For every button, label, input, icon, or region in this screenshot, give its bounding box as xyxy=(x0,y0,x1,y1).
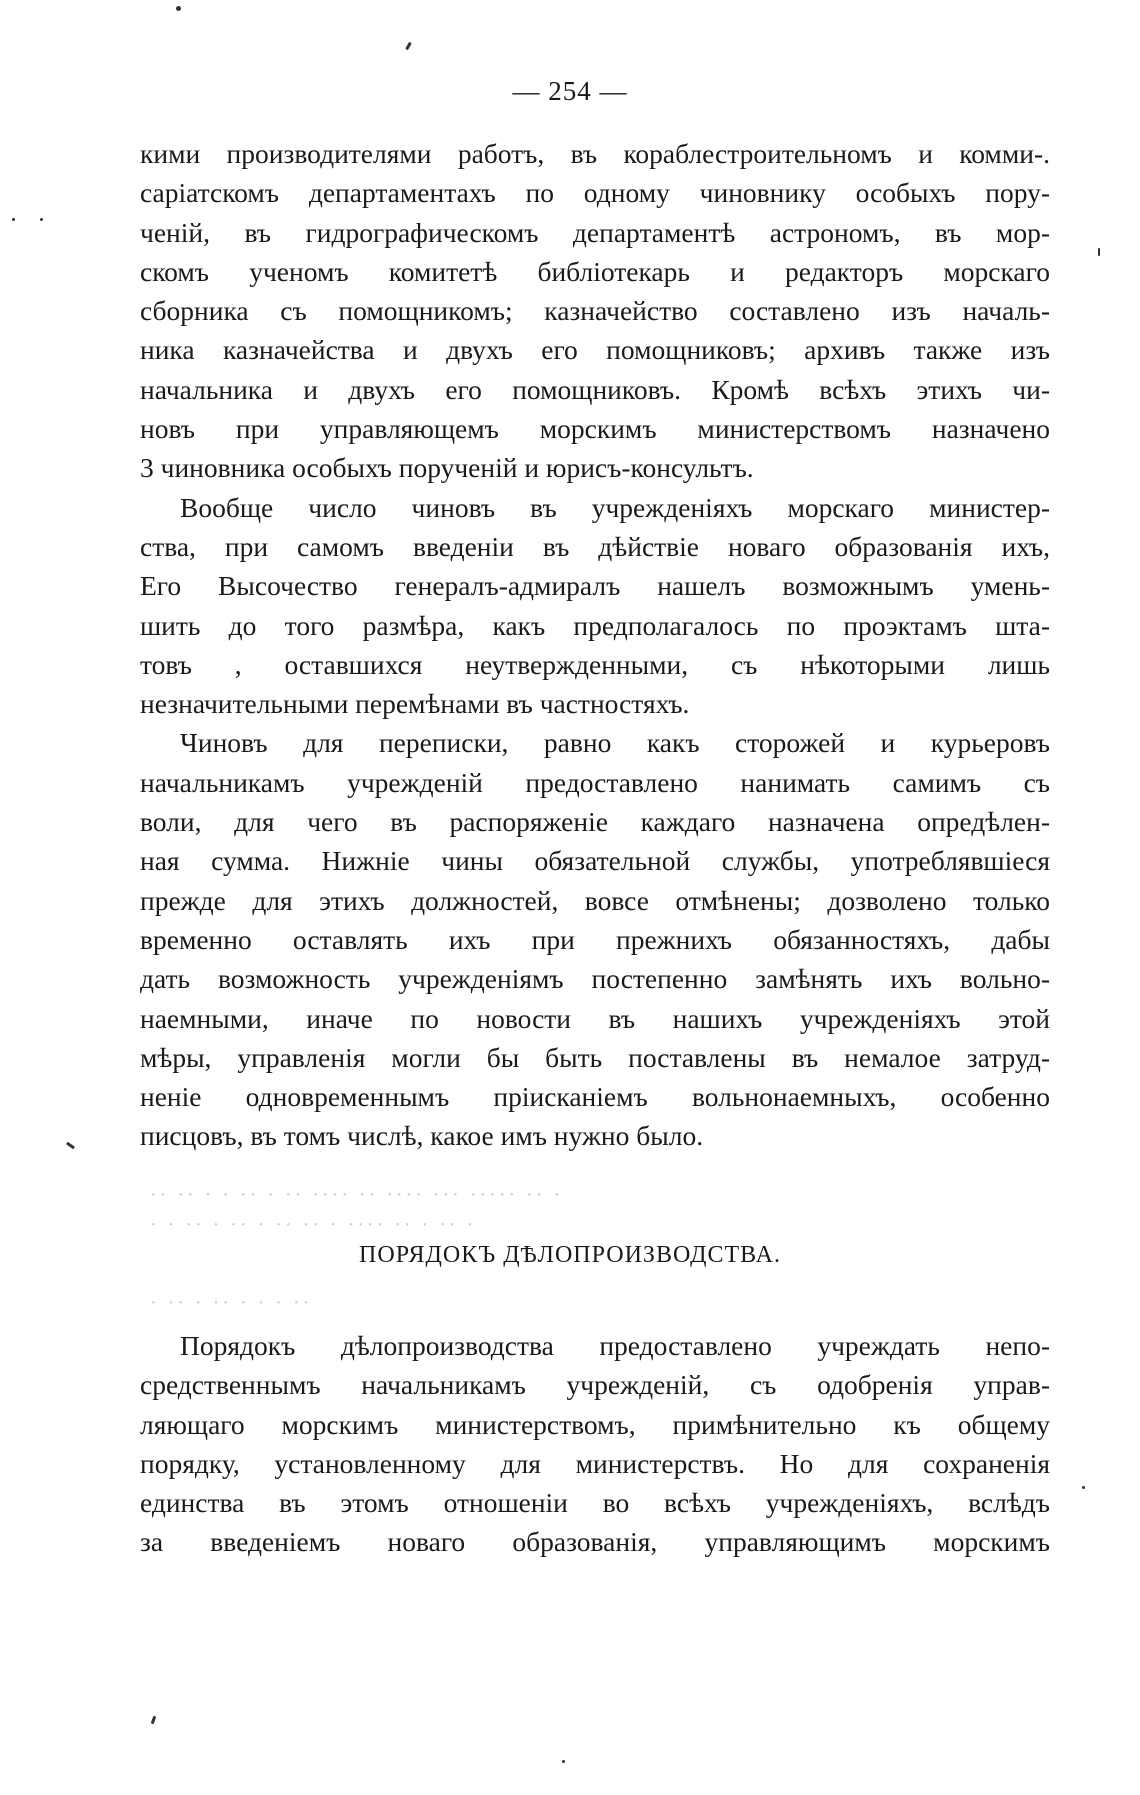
text-line: незначительными перемѣнами въ частностяхъ. xyxy=(140,688,690,720)
text-line: ства, при самомъ введеніи въ дѣйствіе новаго образованія ихъ, xyxy=(140,530,1050,562)
text-line: саріатскомъ департаментахъ по одному чиновнику особыхъ пору- xyxy=(140,177,1050,209)
text-line: начальникамъ учрежденій предоставлено нанимать самимъ съ xyxy=(140,766,1050,798)
text-line: Вообще число чиновъ въ учрежденіяхъ морскаго министер- xyxy=(180,491,1050,523)
paragraph-3 xyxy=(140,723,1050,1155)
text-line: единства въ этомъ отношеніи во всѣхъ учрежденіяхъ, вслѣдъ xyxy=(140,1487,1050,1519)
text-line: за введеніемъ новаго образованія, управляющимъ морскимъ xyxy=(140,1526,1050,1558)
text-line: начальника и двухъ его помощниковъ. Кромѣ всѣхъ этихъ чи- xyxy=(140,373,1050,405)
text-line: мѣры, управленія могли бы быть поставлены въ немалое затруд- xyxy=(140,1041,1050,1073)
show-through-noise: · ·· · ·· · · · ·· xyxy=(150,1292,313,1314)
speck xyxy=(1098,248,1100,256)
text-line: порядку, установленному для министерствъ. Но для сохраненія xyxy=(140,1447,1050,1479)
text-line: сборника съ помощникомъ; казначейство составлено изъ началь- xyxy=(140,295,1050,327)
speck xyxy=(176,6,181,11)
text-line: дать возможность учрежденіямъ постепенно замѣнять ихъ вольно- xyxy=(140,963,1050,995)
speck xyxy=(405,42,412,50)
text-line: шить до того размѣра, какъ предполагалось по проэктамъ шта- xyxy=(140,609,1050,641)
text-line: Порядокъ дѣлопроизводства предоставлено учреждать непо- xyxy=(180,1330,1050,1361)
text-line: скомъ ученомъ комитетѣ библіотекарь и редакторъ морскаго xyxy=(140,255,1050,287)
speck xyxy=(40,218,43,221)
speck xyxy=(562,1760,565,1763)
text-line: 3 чиновника особыхъ порученій и юрисъ-консультъ. xyxy=(140,452,754,484)
page-number: — 254 — xyxy=(512,76,628,106)
speck xyxy=(1082,1486,1085,1489)
text-line: товъ , оставшихся неутвержденными, съ нѣкоторыми лишь xyxy=(140,648,1050,680)
section-heading: ПОРЯДОКЪ ДѢЛОПРОИЗВОДСТВА. xyxy=(359,1242,781,1268)
text-line: ная сумма. Нижніе чины обязательной службы, употреблявшіеся xyxy=(140,845,1050,877)
text-line: ника казначейства и двухъ его помощниковъ; архивъ также изъ xyxy=(140,334,1050,366)
text-line: наемными, иначе по новости въ нашихъ учрежденіяхъ этой xyxy=(140,1002,1050,1034)
text-line: неніе одновременнымъ пріисканіемъ вольнонаемныхъ, особенно xyxy=(140,1081,1050,1113)
text-line: Чиновъ для переписки, равно какъ сторожей и курьеровъ xyxy=(180,727,1050,759)
text-line: ченій, въ гидрографическомъ департаментѣ астрономъ, въ мор- xyxy=(140,216,1050,248)
text-line: Его Высочество генералъ-адмиралъ нашелъ возможнымъ умень- xyxy=(140,570,1050,602)
text-line: ляющаго морскимъ министерствомъ, примѣнительно къ общему xyxy=(140,1408,1050,1440)
speck xyxy=(66,1142,75,1150)
show-through-noise: ·· ·· · · ·· · ·· ···· ·· ···· ··· ····· ·· · xyxy=(150,1184,564,1206)
paragraph-1 xyxy=(140,134,1050,488)
paragraph-2 xyxy=(140,488,1050,724)
speck xyxy=(151,1716,157,1725)
text-line: писцовъ, въ томъ числѣ, какое имъ нужно было. xyxy=(140,1120,704,1152)
text-line: воли, для чего въ распоряженіе каждаго назначена опредѣлен- xyxy=(140,806,1050,838)
text-line: временно оставлять ихъ при прежнихъ обязанностяхъ, дабы xyxy=(140,923,1050,955)
speck xyxy=(12,218,15,221)
text-line: кими производителями работъ, въ кораблестроительномъ и комми-. xyxy=(140,138,1050,169)
paragraph-4 xyxy=(140,1326,1050,1562)
main-text-upper xyxy=(140,134,1050,1156)
text-line: новъ при управляющемъ морскимъ министерствомъ назначено xyxy=(140,413,1050,445)
text-line: прежде для этихъ должностей, вовсе отмѣнены; дозволено только xyxy=(140,884,1050,916)
text-line: средственнымъ начальникамъ учрежденій, съ одобренія управ- xyxy=(140,1369,1050,1401)
main-text-lower xyxy=(140,1326,1050,1562)
show-through-noise: · · ·· · ·· · ·· ·· · ···· ·· · ·· · xyxy=(150,1214,477,1236)
